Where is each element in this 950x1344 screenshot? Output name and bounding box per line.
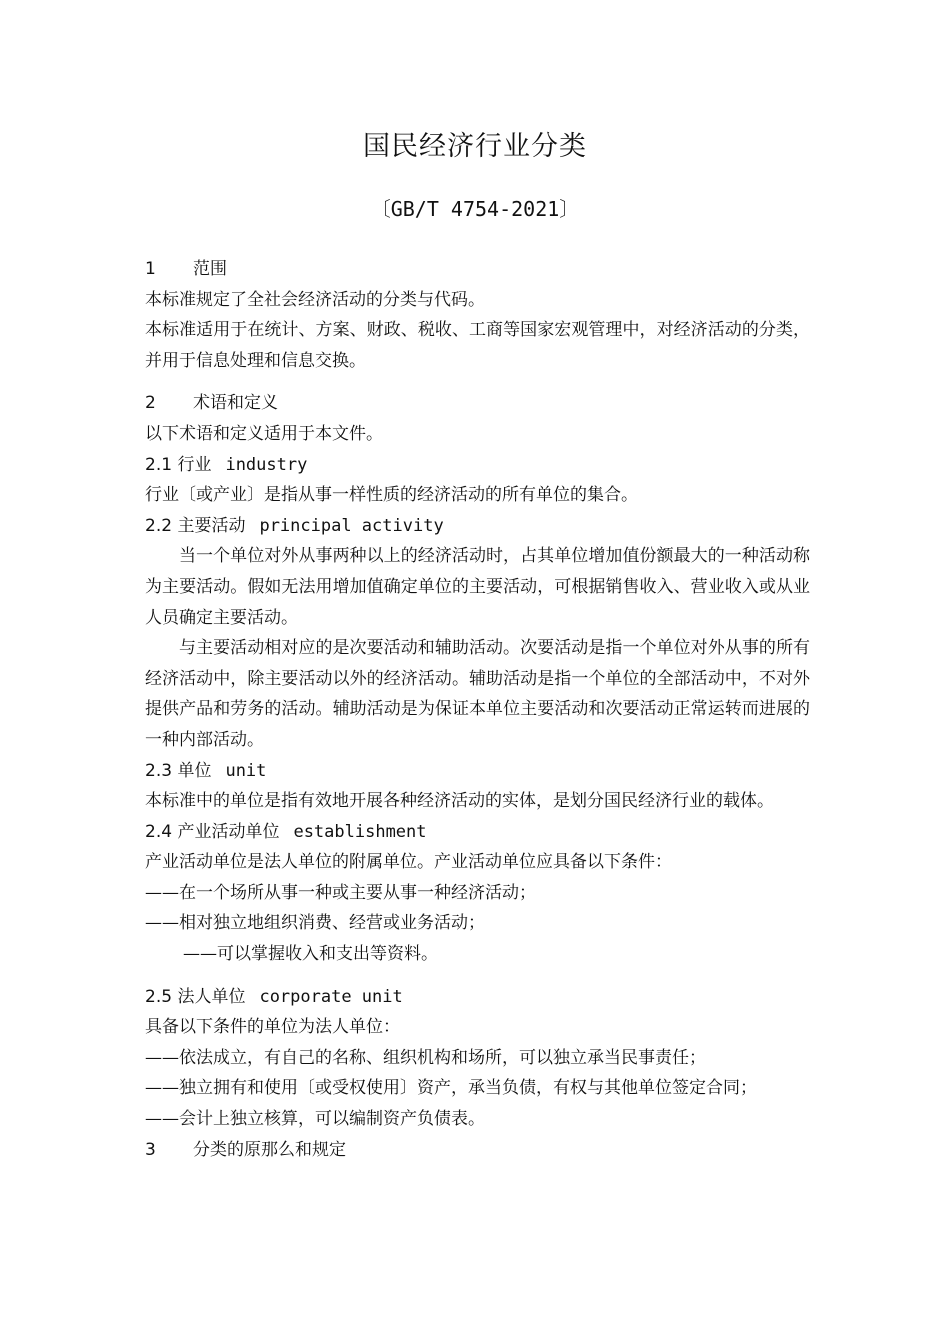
paragraph: 本标准适用于在统计、方案、财政、税收、工商等国家宏观管理中，对经济活动的分类，并用于信息处理和信息交换。 — [145, 320, 810, 371]
paragraph: 本标准中的单位是指有效地开展各种经济活动的实体，是划分国民经济行业的载体。 — [145, 791, 774, 812]
section-1-heading — [145, 254, 810, 285]
paragraph: 当一个单位对外从事两种以上的经济活动时，占其单位增加值份额最大的一种活动称为主要活动。假如无法用增加值确定单位的主要活动，可根据销售收入、营业收入或从业人员确定主要活动。 — [145, 546, 810, 628]
term-2-3-heading — [145, 756, 810, 787]
paragraph: 具备以下条件的单位为法人单位： — [145, 1017, 400, 1038]
document-body — [145, 254, 810, 1165]
term-2-5-heading — [145, 982, 810, 1013]
section-3-heading — [145, 1135, 810, 1166]
section-number: 2 — [145, 393, 156, 414]
term-2-2-heading — [145, 511, 810, 542]
paragraph: 行业〔或产业〕是指从事一样性质的经济活动的所有单位的集合。 — [145, 485, 638, 506]
list-item: ——会计上独立核算，可以编制资产负债表。 — [145, 1109, 485, 1130]
list-item: ——独立拥有和使用〔或受权使用〕资产，承当负债，有权与其他单位签定合同； — [145, 1078, 757, 1099]
section-2-heading — [145, 388, 810, 419]
term-english: unit — [225, 760, 267, 781]
term-english: industry — [225, 454, 308, 475]
paragraph: 本标准规定了全社会经济活动的分类与代码。 — [145, 289, 485, 310]
section-title: 范围 — [193, 259, 227, 279]
paragraph: 与主要活动相对应的是次要活动和辅助活动。次要活动是指一个单位对外从事的所有经济活动中，除主要活动以外的经济活动。辅助活动是指一个单位的全部活动中，不对外提供产品和劳务的活动。辅助活动是为保证本单位主要活动和次要活动正常运转而进展的一种内部活动。 — [145, 638, 810, 750]
paragraph: 产业活动单位是法人单位的附属单位。产业活动单位应具备以下条件： — [145, 852, 672, 873]
paragraph: 以下术语和定义适用于本文件。 — [145, 423, 383, 444]
standard-code: 〔GB/T 4754-2021〕 — [370, 197, 580, 221]
list-item: ——相对独立地组织消费、经营或业务活动； — [145, 913, 485, 934]
term-english: principal activity — [259, 515, 444, 536]
document-title: 国民经济行业分类 — [363, 131, 587, 162]
section-number: 1 — [145, 259, 156, 279]
term-2-1-heading — [145, 450, 810, 481]
term-english: corporate unit — [259, 986, 403, 1007]
list-item: ——在一个场所从事一种或主要从事一种经济活动； — [145, 882, 536, 903]
section-title: 分类的原那么和规定 — [193, 1139, 346, 1160]
term-2-4-heading — [145, 817, 810, 848]
list-item: ——可以掌握收入和支出等资料。 — [183, 944, 438, 965]
section-title: 术语和定义 — [193, 393, 278, 414]
term-label: 2.1 行业 — [145, 454, 212, 475]
term-label: 2.2 主要活动 — [145, 515, 246, 536]
list-item: ——依法成立，有自己的名称、组织机构和场所，可以独立承当民事责任； — [145, 1047, 706, 1068]
term-label: 2.4 产业活动单位 — [145, 821, 280, 842]
section-number: 3 — [145, 1139, 156, 1160]
term-label: 2.5 法人单位 — [145, 986, 246, 1007]
term-english: establishment — [293, 821, 427, 842]
term-label: 2.3 单位 — [145, 760, 212, 781]
